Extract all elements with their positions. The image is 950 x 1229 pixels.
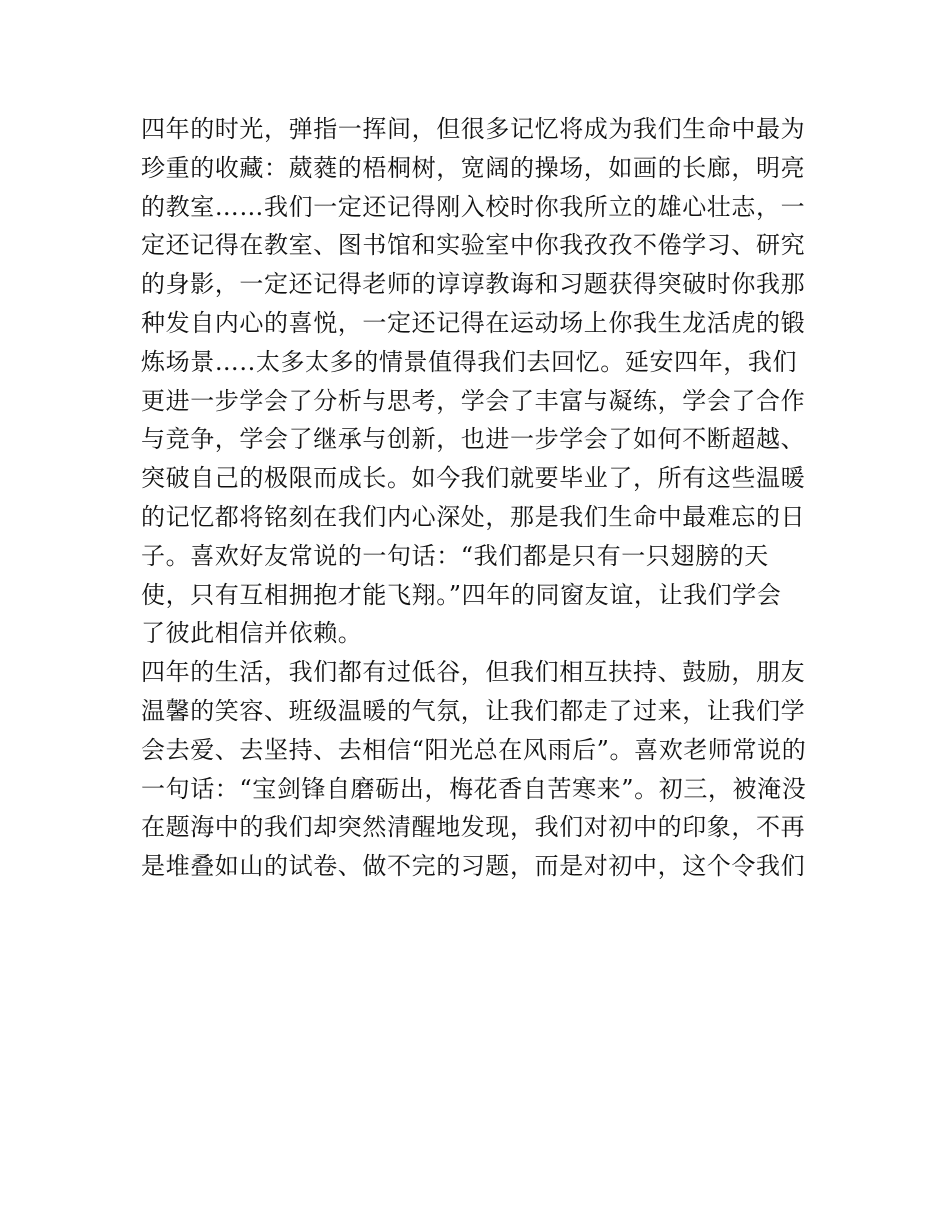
text-line: 与竞争，学会了继承与创新，也进一步学会了如何不断超越、	[141, 425, 806, 454]
text-line: 子。喜欢好友常说的一句话：“我们都是只有一只翅膀的天	[141, 541, 769, 570]
text-line: 四年的生活，我们都有过低谷，但我们相互扶持、鼓励，朋友	[141, 658, 806, 687]
text-line: 是堆叠如山的试卷、做不完的习题，而是对初中，这个令我们	[141, 852, 806, 881]
text-line: 使，只有互相拥抱才能飞翔。”四年的同窗友谊，让我们学会	[141, 580, 782, 609]
body-text	[141, 110, 821, 886]
text-line: 会去爱、去坚持、去相信“阳光总在风雨后”。喜欢老师常说的	[141, 735, 807, 764]
text-line: 的身影，一定还记得老师的谆谆教诲和习题获得突破时你我那	[141, 270, 806, 299]
text-line: 温馨的笑容、班级温暖的气氛，让我们都走了过来，让我们学	[141, 696, 806, 725]
text-line: 一句话：“宝剑锋自磨砺出，梅花香自苦寒来”。初三，被淹没	[141, 774, 807, 803]
text-line: 的教室……我们一定还记得刚入校时你我所立的雄心壮志，一	[141, 192, 806, 221]
text-line: 的记忆都将铭刻在我们内心深处，那是我们生命中最难忘的日	[141, 502, 806, 531]
text-line: 珍重的收藏：葳蕤的梧桐树，宽阔的操场，如画的长廊，明亮	[141, 153, 806, 182]
text-line: 了彼此相信并依赖。	[141, 619, 363, 648]
text-line: 四年的时光，弹指一挥间，但很多记忆将成为我们生命中最为	[141, 115, 806, 143]
text-line: 种发自内心的喜悦，一定还记得在运动场上你我生龙活虎的锻	[141, 308, 806, 337]
text-line: 突破自己的极限而成长。如今我们就要毕业了，所有这些温暖	[141, 464, 806, 493]
text-line: 在题海中的我们却突然清醒地发现，我们对初中的印象，不再	[141, 813, 806, 842]
text-line: 炼场景…..太多太多的情景值得我们去回忆。延安四年，我们	[141, 347, 798, 376]
text-line: 更进一步学会了分析与思考，学会了丰富与凝练，学会了合作	[141, 386, 806, 415]
text-line: 定还记得在教室、图书馆和实验室中你我孜孜不倦学习、研究	[141, 231, 806, 260]
